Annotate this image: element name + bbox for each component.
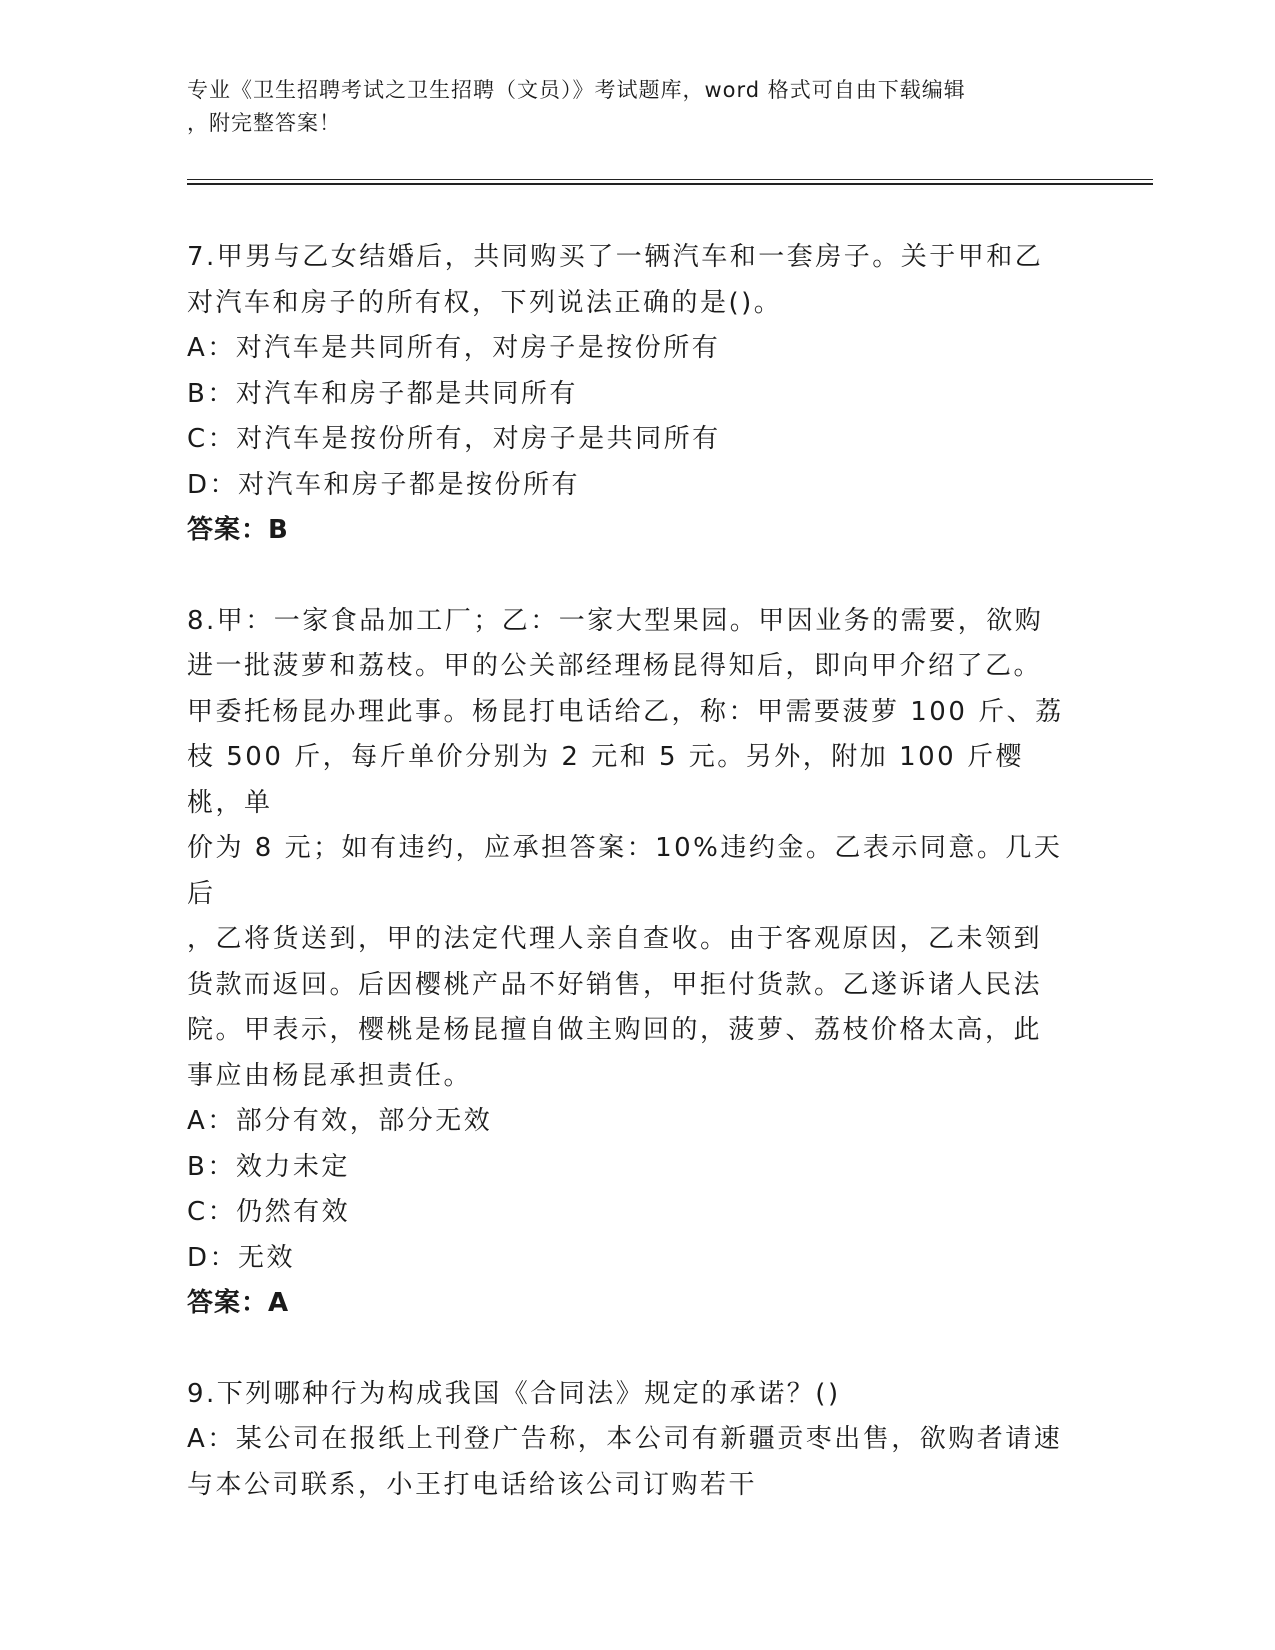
option-b: B：对汽车和房子都是共同所有 — [187, 378, 578, 409]
question-line: 院。甲表示，樱桃是杨昆擅自做主购回的，菠萝、荔枝价格太高，此 — [187, 1015, 1043, 1045]
header-line-2: ，附完整答案！ — [187, 111, 341, 135]
question-line: 8.甲：一家食品加工厂；乙：一家大型果园。甲因业务的需要，欲购 — [187, 605, 1044, 636]
option-a: A：对汽车是共同所有，对房子是按份所有 — [187, 333, 721, 363]
question-line: 价为 8 元；如有违约，应承担答案：10%违约金。乙表示同意。几天后 — [187, 833, 1063, 909]
question-line: 9.下列哪种行为构成我国《合同法》规定的承诺？() — [187, 1378, 841, 1409]
question-line: 货款而返回。后因樱桃产品不好销售，甲拒付货款。乙遂诉诸人民法 — [187, 969, 1043, 1000]
document-header — [187, 74, 1067, 140]
question-list — [187, 235, 1067, 1508]
question-7 — [187, 235, 1067, 554]
question-line: 枝 500 斤，每斤单价分别为 2 元和 5 元。另外，附加 100 斤樱桃，单 — [187, 742, 1024, 818]
header-divider-thick — [187, 183, 1153, 185]
answer-label: 答案：A — [187, 1288, 290, 1318]
option-b: B：效力未定 — [187, 1151, 350, 1182]
option-d: D：对汽车和房子都是按份所有 — [187, 469, 581, 500]
header-line-1: 专业《卫生招聘考试之卫生招聘（文员）》考试题库，word 格式可自由下载编辑 — [187, 78, 966, 102]
option-d: D：无效 — [187, 1242, 296, 1273]
option-a: A：某公司在报纸上刊登广告称，本公司有新疆贡枣出售，欲购者请速 — [187, 1424, 1063, 1454]
question-spacer — [187, 554, 1067, 599]
question-line: 进一批菠萝和荔枝。甲的公关部经理杨昆得知后，即向甲介绍了乙。 — [187, 651, 1043, 681]
question-spacer — [187, 1327, 1067, 1372]
question-line: 对汽车和房子的所有权，下列说法正确的是()。 — [187, 287, 783, 318]
option-c: C：对汽车是按份所有，对房子是共同所有 — [187, 424, 721, 454]
question-8 — [187, 599, 1067, 1327]
option-c: C：仍然有效 — [187, 1197, 351, 1227]
question-line: 事应由杨昆承担责任。 — [187, 1060, 473, 1091]
header-divider-thin — [187, 179, 1153, 180]
question-line: 甲委托杨昆办理此事。杨昆打电话给乙，称：甲需要菠萝 100 斤、荔 — [187, 696, 1064, 727]
option-a: A：部分有效，部分无效 — [187, 1106, 493, 1136]
question-line: ，乙将货送到，甲的法定代理人亲自查收。由于客观原因，乙未领到 — [187, 924, 1043, 954]
option-a-continued: 与本公司联系，小王打电话给该公司订购若干 — [187, 1469, 758, 1500]
answer-label: 答案：B — [187, 515, 289, 545]
question-line: 7.甲男与乙女结婚后，共同购买了一辆汽车和一套房子。关于甲和乙 — [187, 242, 1044, 272]
question-9 — [187, 1372, 1067, 1509]
